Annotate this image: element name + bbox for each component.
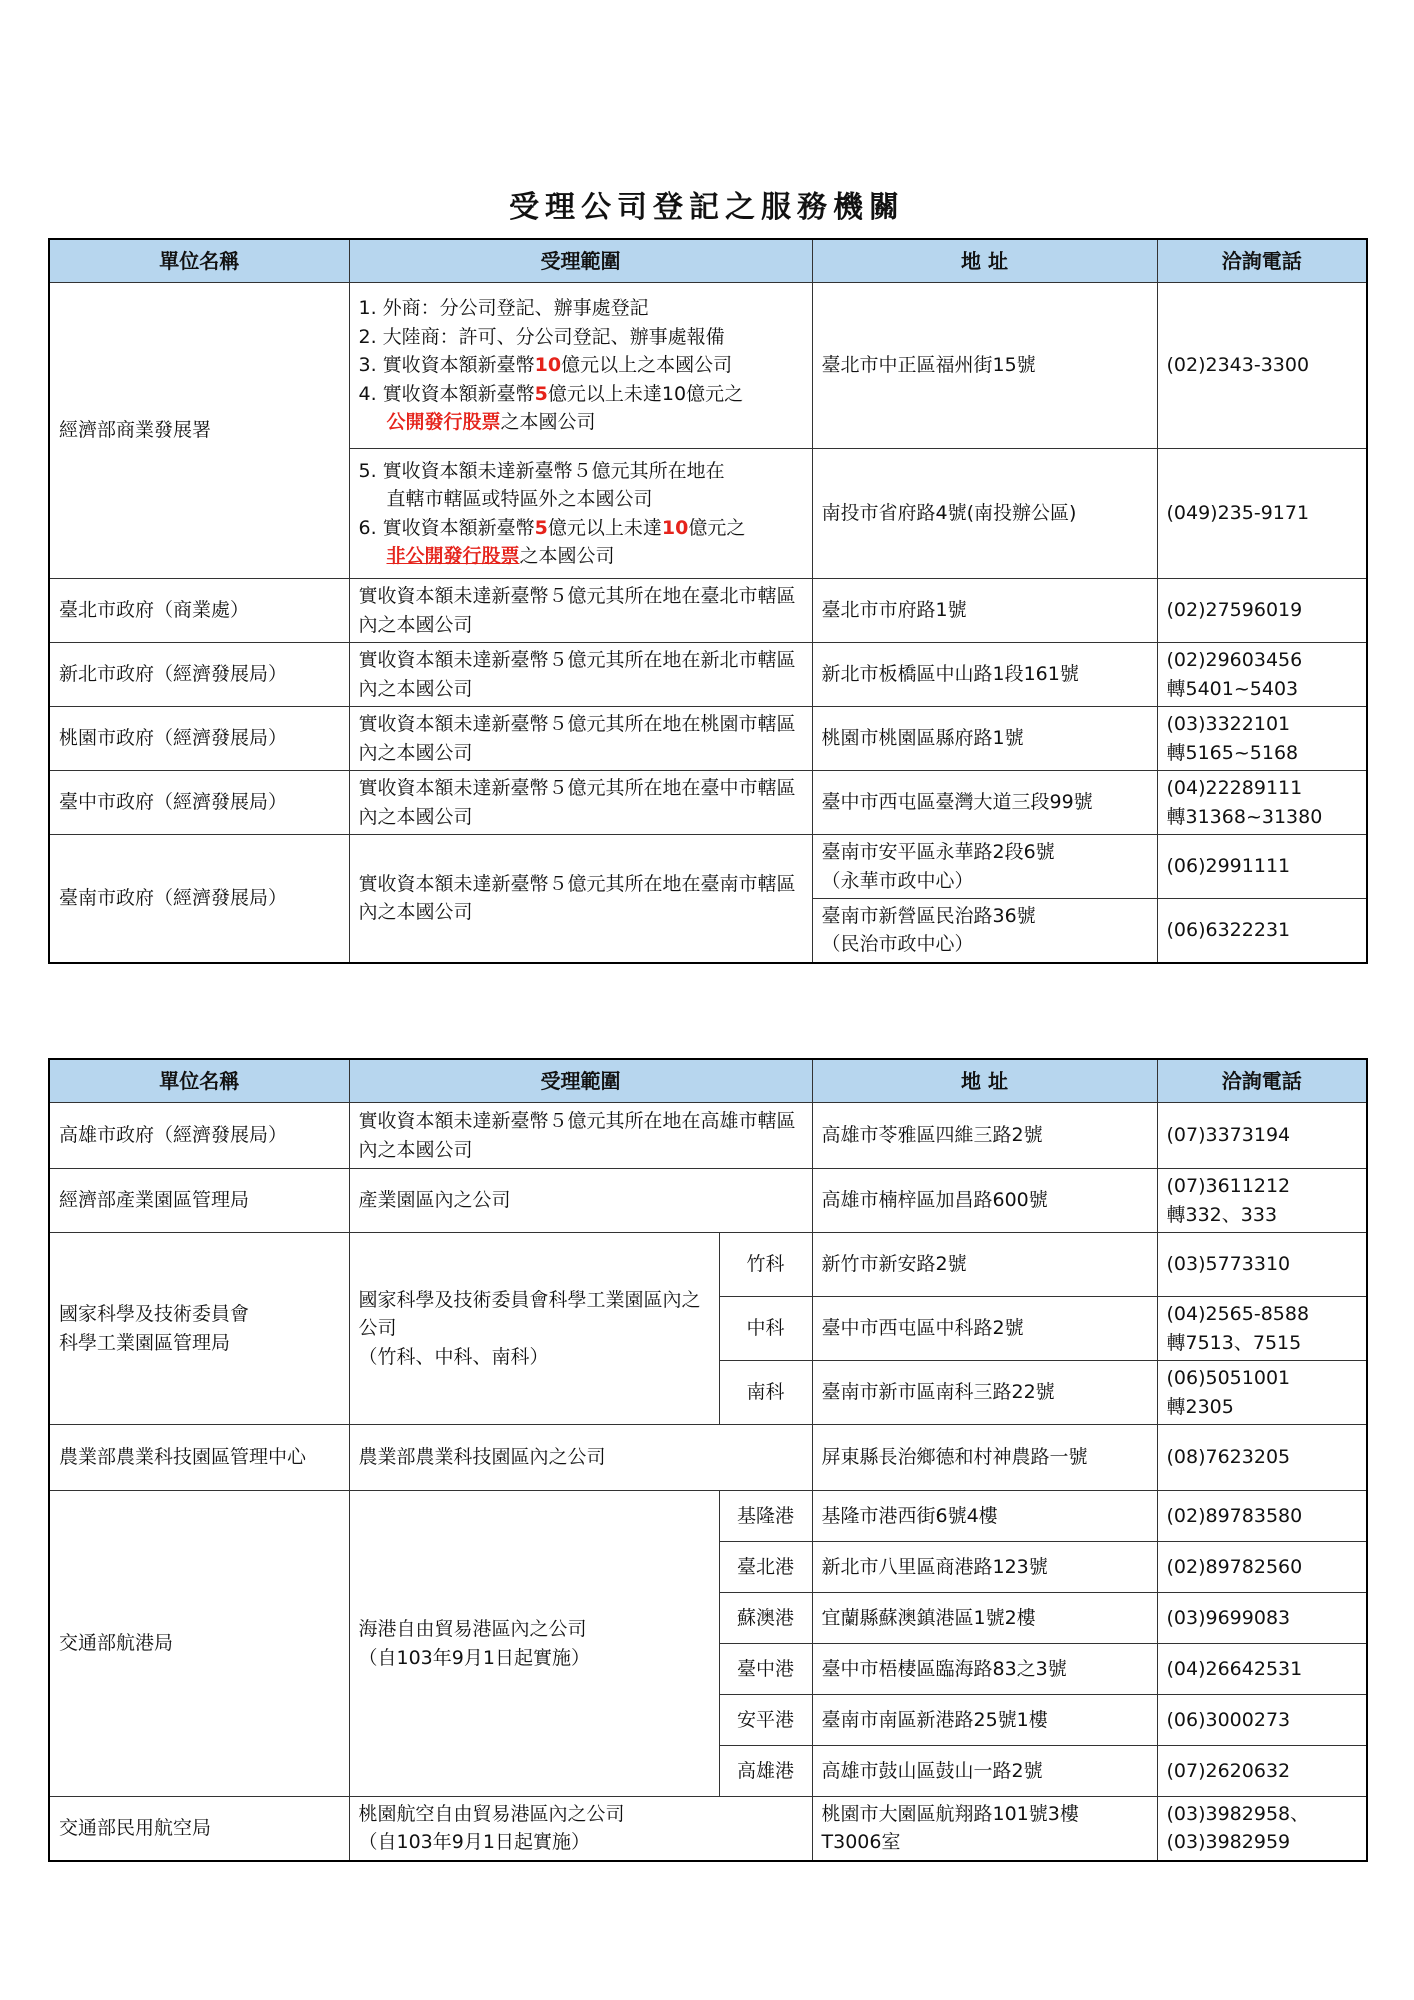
unit-name xyxy=(49,1233,349,1425)
address-cell: 桃園市桃園區縣府路1號 xyxy=(812,707,1157,771)
phone-cell: (07)3373194 xyxy=(1157,1103,1367,1169)
sub-unit-cell: 中科 xyxy=(719,1297,812,1361)
phone-cell xyxy=(1157,643,1367,707)
sub-unit-cell: 高雄港 xyxy=(719,1746,812,1797)
address-cell xyxy=(812,899,1157,963)
phone-cell: (03)9699083 xyxy=(1157,1593,1367,1644)
table-row xyxy=(49,1233,1367,1297)
service-table-2 xyxy=(48,1058,1368,1862)
table-row xyxy=(49,1491,1367,1542)
scope-text: 億元以上未達10億元之 xyxy=(547,382,744,405)
address-cell: 臺北市中正區福州街15號 xyxy=(812,283,1157,449)
scope-text: 億元以上之本國公司 xyxy=(561,354,733,377)
phone-cell xyxy=(1157,1297,1367,1361)
phone-cell xyxy=(1157,707,1367,771)
scope-cell xyxy=(349,1233,719,1425)
scope-text: 3. 實收資本額新臺幣 xyxy=(358,354,535,377)
scope-cell: 產業園區內之公司 xyxy=(349,1169,812,1233)
scope-item xyxy=(359,514,803,543)
phone-cell: (04)26642531 xyxy=(1157,1644,1367,1695)
table-row xyxy=(49,707,1367,771)
scope-item xyxy=(359,351,803,380)
header-phone: 洽詢電話 xyxy=(1157,239,1367,283)
sub-unit-cell: 蘇澳港 xyxy=(719,1593,812,1644)
phone-cell: (02)27596019 xyxy=(1157,579,1367,643)
table-header-row xyxy=(49,239,1367,283)
scope-text: 國家科學及技術委員會科學工業園區內之公司 xyxy=(358,1288,701,1340)
address-cell: 新竹市新安路2號 xyxy=(812,1233,1157,1297)
scope-cell: 實收資本額未達新臺幣５億元其所在地在臺南市轄區內之本國公司 xyxy=(349,835,812,963)
scope-note: （自103年9月1日起實施） xyxy=(358,1831,590,1854)
scope-cell xyxy=(349,449,812,579)
address-cell: 宜蘭縣蘇澳鎮港區1號2樓 xyxy=(812,1593,1157,1644)
phone-text: (07)3611212 xyxy=(1166,1175,1291,1197)
scope-text: 億元之 xyxy=(688,516,746,539)
table-row xyxy=(49,1103,1367,1169)
scope-text: 億元以上未達 xyxy=(547,516,662,539)
scope-cell xyxy=(349,1797,812,1861)
scope-item xyxy=(359,380,803,409)
phone-cell xyxy=(1157,1797,1367,1861)
table-row xyxy=(49,1797,1367,1861)
phone-cell xyxy=(1157,771,1367,835)
phone-text: (03)3982958、 xyxy=(1166,1802,1310,1825)
sub-unit-cell: 基隆港 xyxy=(719,1491,812,1542)
phone-cell: (02)89783580 xyxy=(1157,1491,1367,1542)
address-cell: 高雄市楠梓區加昌路600號 xyxy=(812,1169,1157,1233)
sub-unit-cell: 竹科 xyxy=(719,1233,812,1297)
table-row xyxy=(49,579,1367,643)
phone-cell: (06)2991111 xyxy=(1157,835,1367,899)
phone-ext: 轉5165~5168 xyxy=(1166,741,1299,764)
address-cell: 高雄市苓雅區四維三路2號 xyxy=(812,1103,1157,1169)
highlight-text: 5 xyxy=(534,516,548,539)
address-cell: 臺中市西屯區臺灣大道三段99號 xyxy=(812,771,1157,835)
header-phone: 洽詢電話 xyxy=(1157,1059,1367,1103)
scope-item xyxy=(359,408,803,437)
phone-ext: 轉31368~31380 xyxy=(1166,805,1323,828)
highlight-text: 非公開發行股票 xyxy=(386,545,520,567)
address-cell: 基隆市港西街6號4樓 xyxy=(812,1491,1157,1542)
scope-item: 5. 實收資本額未達新臺幣５億元其所在地在 xyxy=(358,459,725,482)
phone-ext: 轉5401~5403 xyxy=(1166,677,1299,700)
scope-cell: 實收資本額未達新臺幣５億元其所在地在高雄市轄區內之本國公司 xyxy=(349,1103,812,1169)
scope-cell: 農業部農業科技園區內之公司 xyxy=(349,1425,812,1491)
table-row xyxy=(49,1425,1367,1491)
scope-cell: 實收資本額未達新臺幣５億元其所在地在新北市轄區內之本國公司 xyxy=(349,643,812,707)
scope-note: （自103年9月1日起實施） xyxy=(358,1646,590,1669)
phone-ext: 轉7513、7515 xyxy=(1166,1331,1302,1354)
scope-text: 6. 實收資本額新臺幣 xyxy=(358,516,535,539)
address-cell: 臺中市梧棲區臨海路83之3號 xyxy=(812,1644,1157,1695)
phone-cell xyxy=(1157,1361,1367,1425)
address-cell xyxy=(812,835,1157,899)
unit-name: 農業部農業科技園區管理中心 xyxy=(49,1425,349,1491)
unit-name-line: 國家科學及技術委員會 xyxy=(59,1303,250,1325)
address-text: 臺南市安平區永華路2段6號 xyxy=(821,841,1055,863)
phone-cell xyxy=(1157,1169,1367,1233)
highlight-text: 10 xyxy=(661,516,689,539)
highlight-text: 5 xyxy=(534,382,548,405)
scope-item: 直轄市轄區或特區外之本國公司 xyxy=(386,488,653,510)
phone-ext: 轉2305 xyxy=(1166,1395,1234,1418)
scope-item: 2. 大陸商：許可、分公司登記、辦事處報備 xyxy=(358,325,725,348)
phone-cell: (07)2620632 xyxy=(1157,1746,1367,1797)
scope-item xyxy=(359,542,803,571)
table-row xyxy=(49,835,1367,899)
highlight-text: 公開發行股票 xyxy=(386,411,501,434)
scope-cell: 實收資本額未達新臺幣５億元其所在地在臺北市轄區內之本國公司 xyxy=(349,579,812,643)
phone-text: (03)3982959 xyxy=(1166,1831,1291,1854)
phone-cell: (02)89782560 xyxy=(1157,1542,1367,1593)
address-cell: 新北市板橋區中山路1段161號 xyxy=(812,643,1157,707)
scope-cell xyxy=(349,1491,719,1797)
address-note: （民治市政中心） xyxy=(821,933,974,956)
address-text: 臺南市新營區民治路36號 xyxy=(821,904,1036,927)
unit-name: 臺北市政府（商業處） xyxy=(49,579,349,643)
address-cell: 臺中市西屯區中科路2號 xyxy=(812,1297,1157,1361)
phone-text: (02)29603456 xyxy=(1166,649,1303,671)
scope-cell xyxy=(349,283,812,449)
scope-text: 海港自由貿易港區內之公司 xyxy=(358,1618,587,1640)
header-scope: 受理範圍 xyxy=(349,1059,812,1103)
address-cell: 南投市省府路4號(南投辦公區) xyxy=(812,449,1157,579)
phone-cell: (02)2343-3300 xyxy=(1157,283,1367,449)
scope-note: （竹科、中科、南科） xyxy=(358,1345,549,1368)
address-cell: 屏東縣長治鄉德和村神農路一號 xyxy=(812,1425,1157,1491)
sub-unit-cell: 南科 xyxy=(719,1361,812,1425)
sub-unit-cell: 安平港 xyxy=(719,1695,812,1746)
phone-cell: (06)3000273 xyxy=(1157,1695,1367,1746)
address-cell: 新北市八里區商港路123號 xyxy=(812,1542,1157,1593)
scope-cell: 實收資本額未達新臺幣５億元其所在地在臺中市轄區內之本國公司 xyxy=(349,771,812,835)
address-cell: 臺北市市府路1號 xyxy=(812,579,1157,643)
phone-cell: (08)7623205 xyxy=(1157,1425,1367,1491)
header-unit: 單位名稱 xyxy=(49,1059,349,1103)
scope-text: 之本國公司 xyxy=(500,411,596,434)
address-cell: 臺南市新市區南科三路22號 xyxy=(812,1361,1157,1425)
unit-name: 新北市政府（經濟發展局） xyxy=(49,643,349,707)
phone-ext: 轉332、333 xyxy=(1166,1203,1278,1226)
table-header-row xyxy=(49,1059,1367,1103)
highlight-text: 10 xyxy=(534,354,562,377)
address-note: （永華市政中心） xyxy=(821,869,974,892)
page-title: 受理公司登記之服務機關 xyxy=(509,190,905,225)
unit-name: 交通部航港局 xyxy=(49,1491,349,1797)
address-note: T3006室 xyxy=(821,1831,901,1854)
scope-text: 之本國公司 xyxy=(519,545,615,567)
phone-text: (03)3322101 xyxy=(1166,713,1291,735)
sub-unit-cell: 臺北港 xyxy=(719,1542,812,1593)
header-unit: 單位名稱 xyxy=(49,239,349,283)
header-address: 地 址 xyxy=(812,1059,1157,1103)
unit-name: 經濟部產業園區管理局 xyxy=(49,1169,349,1233)
scope-text: 桃園航空自由貿易港區內之公司 xyxy=(358,1802,625,1825)
address-cell: 高雄市鼓山區鼓山一路2號 xyxy=(812,1746,1157,1797)
phone-cell: (049)235-9171 xyxy=(1157,449,1367,579)
phone-text: (04)2565-8588 xyxy=(1166,1303,1310,1325)
unit-name: 交通部民用航空局 xyxy=(49,1797,349,1861)
unit-name: 桃園市政府（經濟發展局） xyxy=(49,707,349,771)
phone-text: (06)5051001 xyxy=(1166,1367,1291,1389)
unit-name: 臺中市政府（經濟發展局） xyxy=(49,771,349,835)
phone-cell: (06)6322231 xyxy=(1157,899,1367,963)
address-cell: 臺南市南區新港路25號1樓 xyxy=(812,1695,1157,1746)
unit-name: 高雄市政府（經濟發展局） xyxy=(49,1103,349,1169)
phone-text: (04)22289111 xyxy=(1166,777,1303,799)
header-address: 地 址 xyxy=(812,239,1157,283)
sub-unit-cell: 臺中港 xyxy=(719,1644,812,1695)
unit-name: 臺南市政府（經濟發展局） xyxy=(49,835,349,963)
phone-cell: (03)5773310 xyxy=(1157,1233,1367,1297)
scope-text: 4. 實收資本額新臺幣 xyxy=(358,382,535,405)
unit-name: 經濟部商業發展署 xyxy=(49,283,349,579)
unit-name-line: 科學工業園區管理局 xyxy=(59,1331,231,1354)
scope-cell: 實收資本額未達新臺幣５億元其所在地在桃園市轄區內之本國公司 xyxy=(349,707,812,771)
header-scope: 受理範圍 xyxy=(349,239,812,283)
scope-item: 1. 外商：分公司登記、辦事處登記 xyxy=(358,297,649,320)
table-row xyxy=(49,643,1367,707)
address-cell xyxy=(812,1797,1157,1861)
table-row xyxy=(49,283,1367,449)
table-row xyxy=(49,771,1367,835)
table-row xyxy=(49,1169,1367,1233)
service-table-1 xyxy=(48,238,1368,964)
address-text: 桃園市大園區航翔路101號3樓 xyxy=(821,1802,1079,1825)
